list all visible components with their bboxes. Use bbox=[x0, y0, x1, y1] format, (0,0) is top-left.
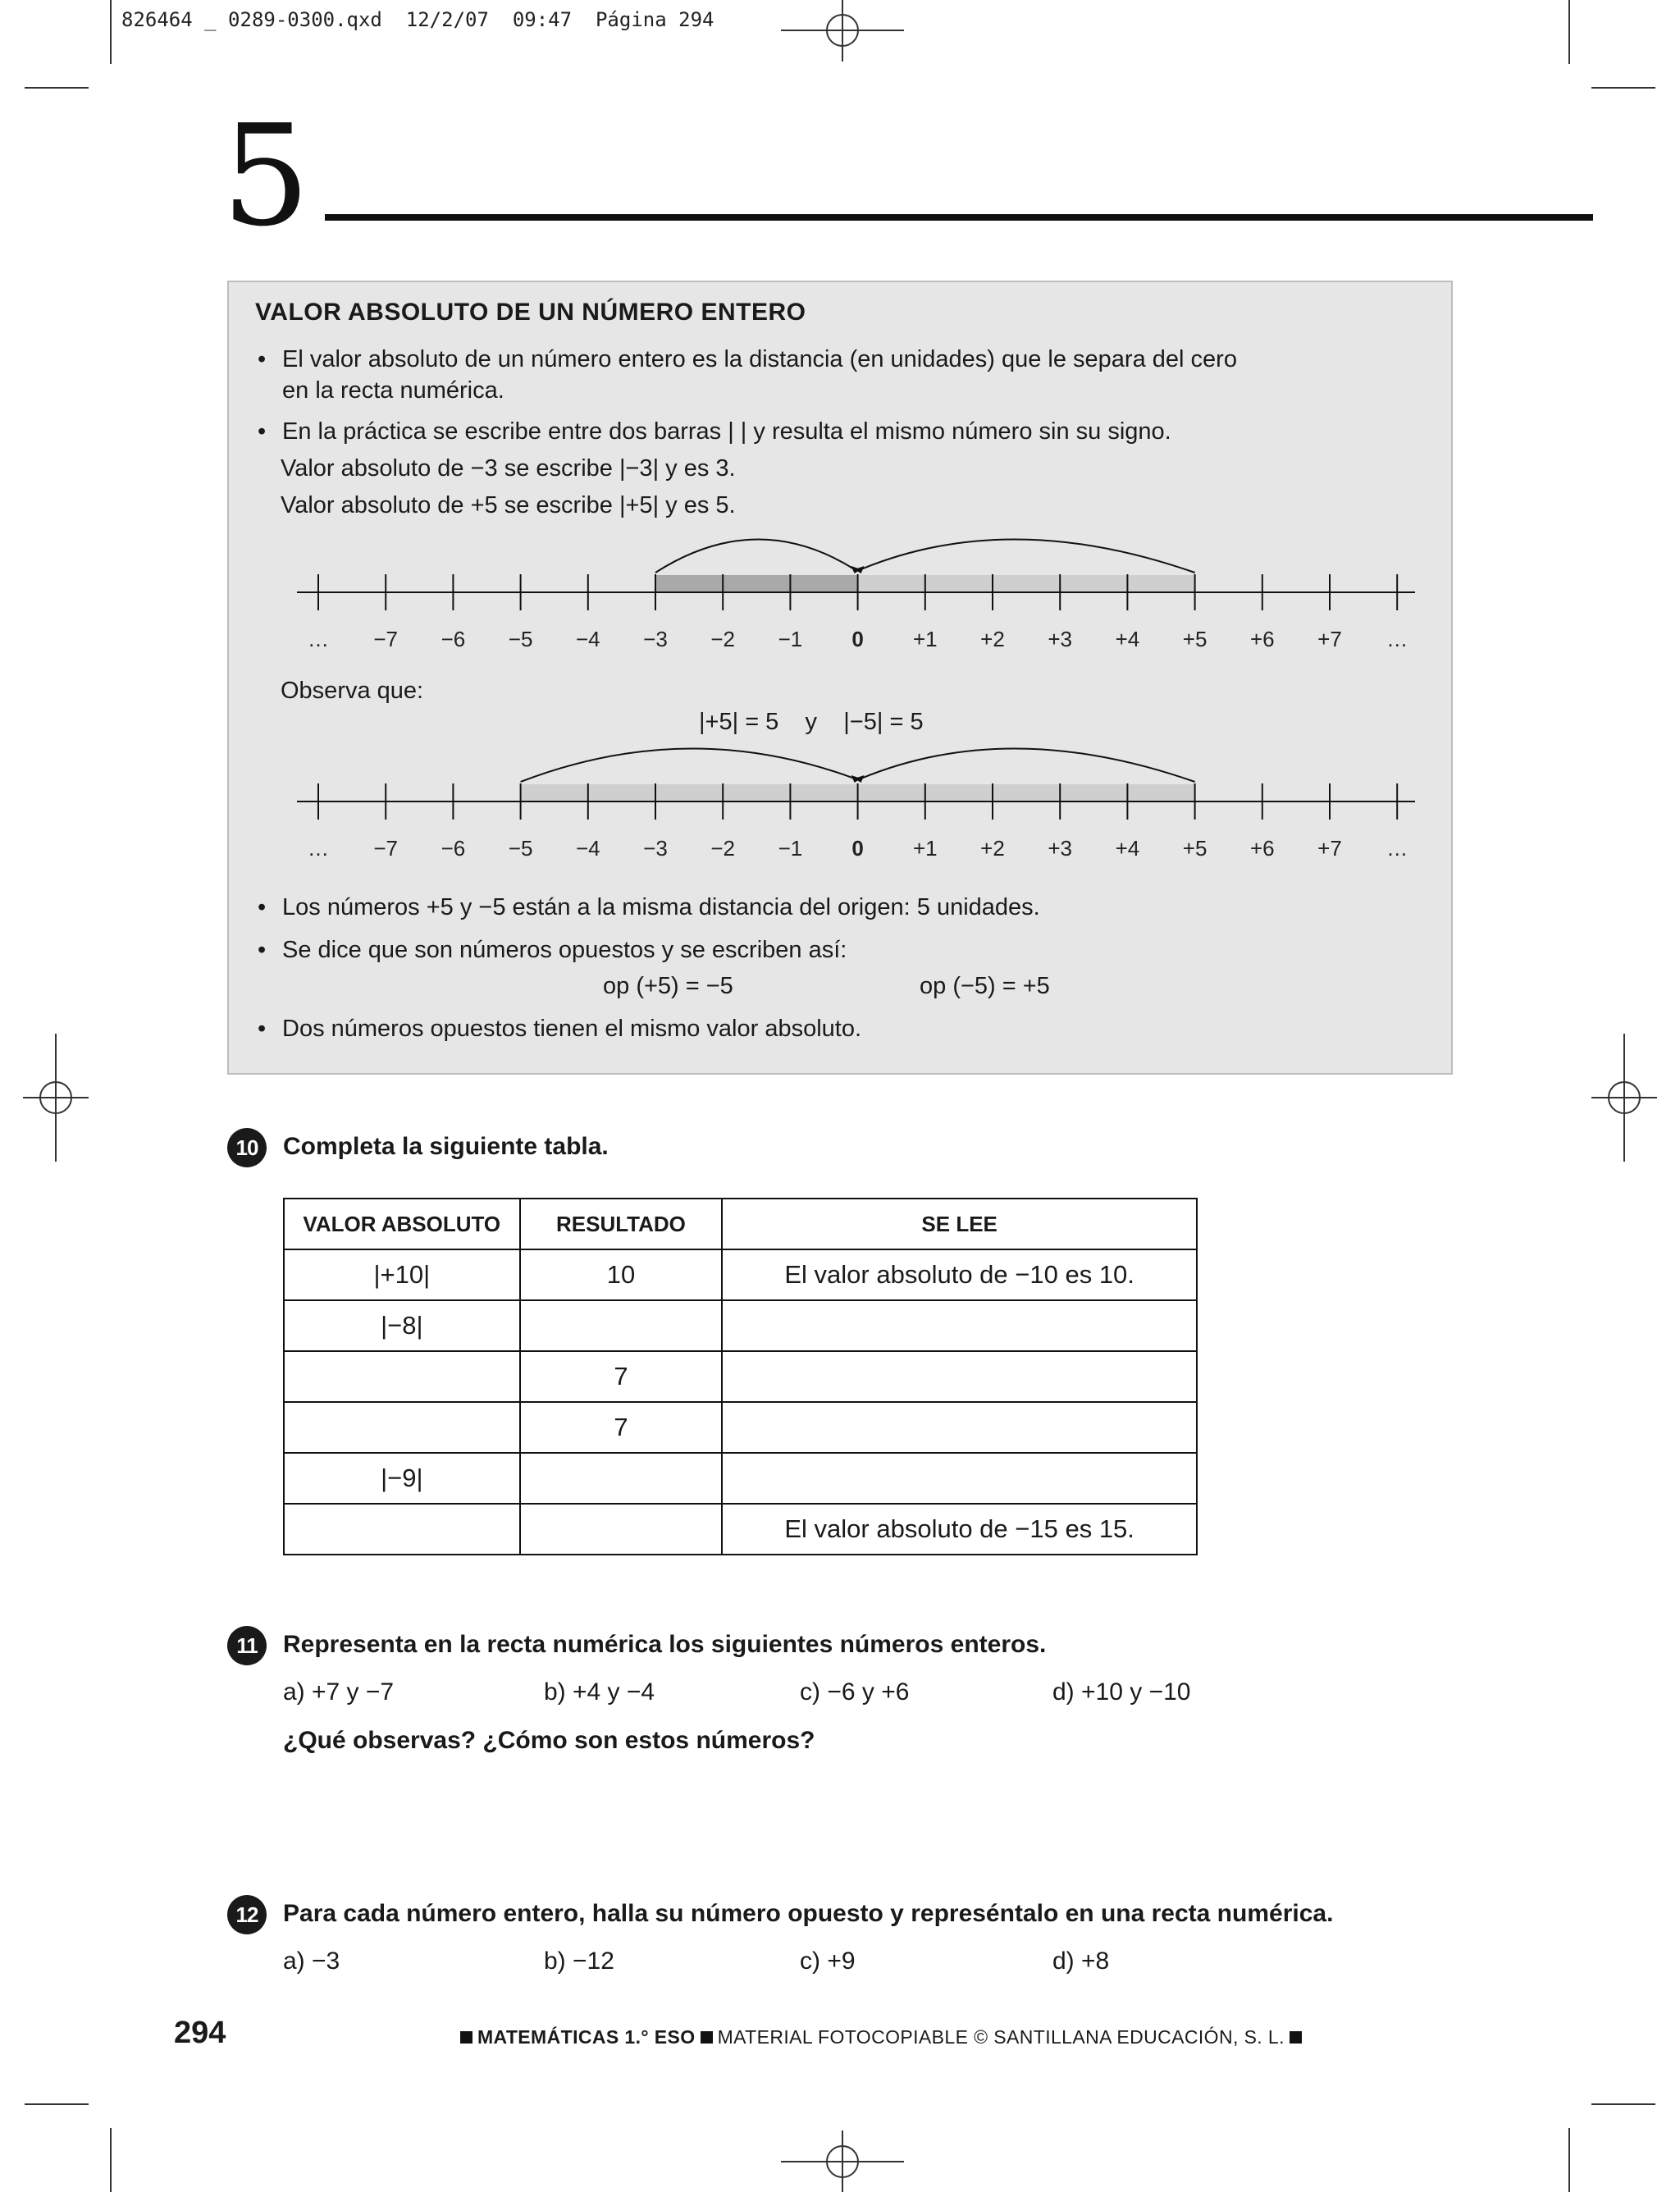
exercise-11-option-a: a) +7 y −7 bbox=[283, 1678, 395, 1706]
table-cell-input[interactable] bbox=[722, 1402, 1197, 1453]
bullet-opposites: • Se dice que son números opuestos y se escriben así: bbox=[282, 934, 847, 966]
op-plus-5: op (+5) = −5 bbox=[603, 973, 733, 999]
table-cell: 7 bbox=[520, 1402, 723, 1453]
tick-label: −3 bbox=[643, 836, 668, 861]
tick-label: +1 bbox=[912, 836, 938, 861]
tick-label: −6 bbox=[441, 627, 466, 651]
exercise-11-option-b: b) +4 y −4 bbox=[544, 1678, 655, 1706]
table-cell-input[interactable] bbox=[722, 1300, 1197, 1351]
tick-label: +2 bbox=[980, 836, 1005, 861]
printer-slug: 826464 _ 0289-0300.qxd 12/2/07 09:47 Página 294 bbox=[121, 8, 714, 31]
registration-mark-icon bbox=[781, 0, 904, 62]
tick-label: −4 bbox=[575, 627, 600, 651]
table-cell-input[interactable] bbox=[284, 1504, 520, 1555]
tick-label: +2 bbox=[980, 627, 1005, 651]
exercise-11-text: Representa en la recta numérica los siguientes números enteros. bbox=[283, 1631, 1047, 1658]
exercise-11-option-c: c) −6 y +6 bbox=[800, 1678, 910, 1706]
tick-label: −7 bbox=[373, 627, 399, 651]
table-cell: |+10| bbox=[284, 1249, 520, 1300]
chapter-rule bbox=[325, 214, 1593, 221]
tick-label: 0 bbox=[851, 836, 864, 861]
arc-to-zero bbox=[861, 539, 1195, 573]
tick-label: −4 bbox=[575, 836, 600, 861]
op-minus-5: op (−5) = +5 bbox=[920, 973, 1050, 999]
tick-label: +7 bbox=[1317, 836, 1342, 861]
exercise-12-text: Para cada número entero, halla su número opuesto y represéntalo en una recta numérica. bbox=[283, 1900, 1334, 1927]
exercise-12-badge: 12 bbox=[227, 1895, 267, 1934]
table-cell-input[interactable] bbox=[520, 1504, 723, 1555]
table-row bbox=[284, 1402, 1197, 1453]
registration-mark-icon bbox=[781, 2130, 904, 2192]
tick-label: −6 bbox=[441, 836, 466, 861]
footer-credit bbox=[455, 2026, 1307, 2048]
highlight-light-segment bbox=[858, 575, 1195, 592]
bullet-same-distance: • Los números +5 y −5 están a la misma distancia del origen: 5 unidades. bbox=[282, 891, 1040, 924]
tick-label: +7 bbox=[1317, 627, 1342, 651]
tick-label: −5 bbox=[508, 836, 533, 861]
footer-book: MATEMÁTICAS 1.° ESO bbox=[477, 2026, 696, 2048]
tick-label: +5 bbox=[1182, 836, 1208, 861]
tick-label: … bbox=[1386, 627, 1408, 651]
arc-to-zero bbox=[521, 748, 855, 782]
exercise-12-option-b: b) −12 bbox=[544, 1948, 614, 1975]
table-cell-input[interactable] bbox=[722, 1351, 1197, 1402]
tick-label: −3 bbox=[643, 627, 668, 651]
exercise-12-option-a: a) −3 bbox=[283, 1948, 340, 1975]
registration-mark-icon bbox=[23, 1034, 89, 1162]
number-line-2 bbox=[279, 738, 1436, 861]
square-bullet-icon bbox=[1290, 2031, 1302, 2044]
table-cell-input[interactable] bbox=[284, 1351, 520, 1402]
number-line-2-svg bbox=[279, 738, 1436, 861]
number-line-1-svg bbox=[279, 529, 1436, 652]
abs-equation: |+5| = 5 y |−5| = 5 bbox=[699, 709, 924, 735]
tick-label: +5 bbox=[1182, 627, 1208, 651]
tick-label: +4 bbox=[1115, 836, 1140, 861]
arc-to-zero bbox=[655, 539, 855, 573]
tick-label: … bbox=[308, 627, 329, 651]
table-row bbox=[284, 1504, 1197, 1555]
header-valor-absoluto: VALOR ABSOLUTO bbox=[284, 1199, 520, 1249]
table-cell-input[interactable] bbox=[520, 1453, 723, 1504]
bullet-definition-cont: en la recta numérica. bbox=[282, 377, 504, 404]
tick-label: +6 bbox=[1249, 836, 1275, 861]
registration-mark-icon bbox=[1591, 1034, 1657, 1162]
tick-label: 0 bbox=[851, 627, 864, 651]
footer-rights: MATERIAL FOTOCOPIABLE © SANTILLANA EDUCACIÓN, S. L. bbox=[717, 2026, 1285, 2048]
table-cell: 7 bbox=[520, 1351, 723, 1402]
table-row bbox=[284, 1300, 1197, 1351]
tick-label: +4 bbox=[1115, 627, 1140, 651]
table-cell-input[interactable] bbox=[722, 1453, 1197, 1504]
header-se-lee: SE LEE bbox=[722, 1199, 1197, 1249]
table-cell: 10 bbox=[520, 1249, 723, 1300]
chapter-number: 5 bbox=[221, 95, 311, 258]
example-plus-5: Valor absoluto de +5 se escribe |+5| y es 5. bbox=[281, 492, 736, 518]
exercise-11-question: ¿Qué observas? ¿Cómo son estos números? bbox=[283, 1727, 815, 1754]
tick-label: … bbox=[308, 836, 329, 861]
observa-label: Observa que: bbox=[281, 678, 424, 704]
table-row bbox=[284, 1249, 1197, 1300]
square-bullet-icon bbox=[701, 2031, 713, 2044]
arc-to-zero bbox=[861, 748, 1195, 782]
bullet-same-abs-value: • Dos números opuestos tienen el mismo valor absoluto. bbox=[282, 1012, 861, 1045]
absolute-value-table bbox=[283, 1198, 1198, 1555]
table-cell: El valor absoluto de −10 es 10. bbox=[722, 1249, 1197, 1300]
exercise-12-option-c: c) +9 bbox=[800, 1948, 856, 1975]
table-cell-input[interactable] bbox=[520, 1300, 723, 1351]
bullet-notation: • En la práctica se escribe entre dos barras | | y resulta el mismo número sin su signo. bbox=[282, 415, 1171, 448]
table-row bbox=[284, 1453, 1197, 1504]
table-cell: El valor absoluto de −15 es 15. bbox=[722, 1504, 1197, 1555]
tick-label: −5 bbox=[508, 627, 533, 651]
bullet-definition: • El valor absoluto de un número entero es la distancia (en unidades) que le separa del cero bbox=[282, 343, 1237, 376]
highlight-dark-segment bbox=[655, 575, 858, 592]
table-header-row bbox=[284, 1199, 1197, 1249]
number-line-1 bbox=[279, 529, 1436, 652]
tick-label: −7 bbox=[373, 836, 399, 861]
table-cell-input[interactable] bbox=[284, 1402, 520, 1453]
tick-label: −1 bbox=[778, 836, 803, 861]
table-cell: |−8| bbox=[284, 1300, 520, 1351]
tick-label: +3 bbox=[1048, 627, 1073, 651]
tick-label: −2 bbox=[710, 627, 736, 651]
exercise-10-text: Completa la siguiente tabla. bbox=[283, 1133, 609, 1160]
theory-title: VALOR ABSOLUTO DE UN NÚMERO ENTERO bbox=[255, 299, 806, 326]
tick-label: −1 bbox=[778, 627, 803, 651]
tick-label: +6 bbox=[1249, 627, 1275, 651]
tick-label: −2 bbox=[710, 836, 736, 861]
exercise-11-option-d: d) +10 y −10 bbox=[1052, 1678, 1191, 1706]
page-number: 294 bbox=[174, 2016, 226, 2050]
exercise-11-badge: 11 bbox=[227, 1626, 267, 1665]
tick-label: … bbox=[1386, 836, 1408, 861]
tick-label: +1 bbox=[912, 627, 938, 651]
square-bullet-icon bbox=[460, 2031, 472, 2044]
tick-label: +3 bbox=[1048, 836, 1073, 861]
example-minus-3: Valor absoluto de −3 se escribe |−3| y es 3. bbox=[281, 455, 736, 482]
header-resultado: RESULTADO bbox=[520, 1199, 723, 1249]
exercise-10-badge: 10 bbox=[227, 1128, 267, 1167]
table-row bbox=[284, 1351, 1197, 1402]
exercise-12-option-d: d) +8 bbox=[1052, 1948, 1110, 1975]
table-cell: |−9| bbox=[284, 1453, 520, 1504]
